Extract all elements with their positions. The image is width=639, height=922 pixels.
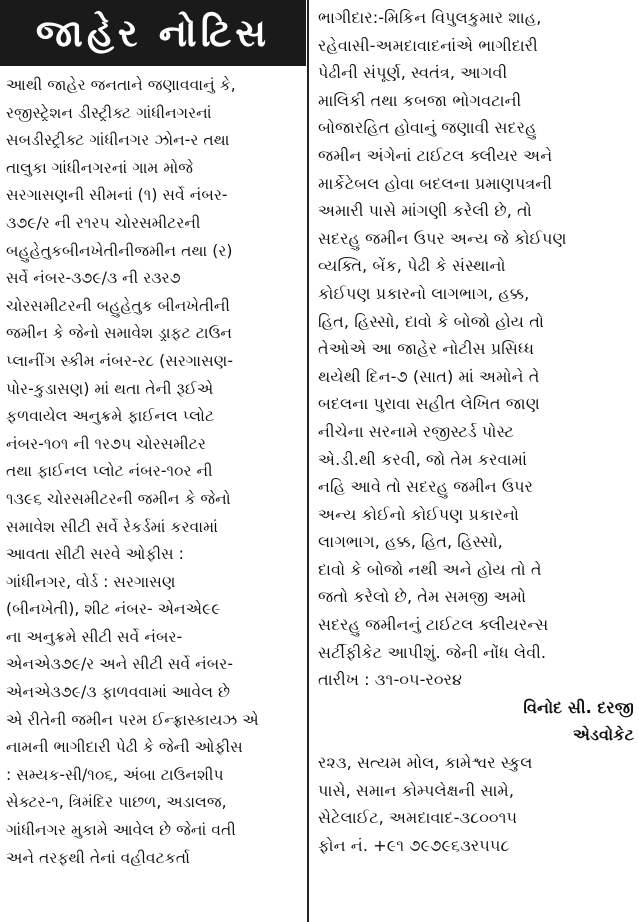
- left-line: આવતા સીટી સરવે ઓફીસ :: [6, 545, 184, 564]
- right-line: વ્યક્તિ, બેંક, પેઢી કે સંસ્થાનો: [318, 256, 506, 276]
- right-column: [318, 4, 634, 859]
- address-line: ફોન નં. +૯૧ ૭૯૭૯૬૩ર૫૫૮: [318, 835, 510, 855]
- left-line: પ્લાનીંગ સ્કીમ નંબર-ર૮ (સરગાસણ-: [6, 351, 233, 370]
- right-line: જતો કરેલો છે, તેમ સમજી અમો: [318, 587, 527, 607]
- right-line: તેઓએ આ જાહેર નોટીસ પ્રસિધ્ધ: [318, 339, 535, 359]
- left-line: નામની ભાગીદારી પેઢી કે જેની ઓફીસ: [6, 738, 243, 757]
- right-line: સદરહુ જમીનનું ટાઈટલ ક્લીયરન્સ: [318, 615, 549, 635]
- left-line: એ રીતેની જમીન પરમ ઈન્ફ્રાસ્કાયઝ એ: [6, 710, 259, 729]
- left-line: અને તરફથી તેનાં વહીવટકર્તા: [6, 848, 190, 867]
- left-line: સરગાસણની સીમનાં (૧) સર્વે નંબર-: [6, 186, 228, 205]
- left-line: ૧૩૯૬ ચોરસમીટરની જમીન કે જેનો: [6, 489, 231, 508]
- signatory-name: વિનોદ સી. દરજી: [523, 697, 634, 717]
- right-line: પેઢીની સંપૂર્ણ, સ્વતંત્ર, આગવી: [318, 63, 508, 83]
- right-line: લાગભાગ, હક્ક, હિત, હિસ્સો,: [318, 532, 503, 552]
- right-line: અમારી પાસે માંગણી કરેલી છે, તો: [318, 201, 532, 221]
- left-line: ફળવાયેલ અનુક્રમે ફાઈનલ પ્લોટ: [6, 407, 215, 426]
- right-line: બદલના પુરાવા સહીત લેખિત જાણ: [318, 394, 540, 414]
- right-line: માલિકી તથા કબજા ભોગવટાની: [318, 90, 522, 110]
- notice-date: તારીખ : ૩૧-૦૫-ર૦ર૪: [318, 670, 463, 690]
- left-line: ના અનુક્રમે સીટી સર્વે નંબર-: [6, 627, 183, 646]
- right-line: માર્કેટેબલ હોવા બદલના પ્રમાણપત્રની: [318, 173, 552, 193]
- left-line: ગાંધીનગર, વોર્ડ : સરગાસણ: [6, 572, 176, 591]
- right-line: એ.ડી.થી કરવી, જો તેમ કરવામાં: [318, 449, 527, 469]
- right-line: નહિ આવે તો સદરહુ જમીન ઉપર: [318, 477, 533, 497]
- left-line: તથા ફાઈનલ પ્લોટ નંબર-૧૦ર ની: [6, 462, 213, 481]
- address-line: સેટેલાઈટ, અમદાવાદ-૩૮૦૦૧૫: [318, 808, 518, 828]
- left-line: સેક્ટર-૧, ત્રિમંદિર પાછળ, અડાલજ,: [6, 793, 227, 812]
- left-line: જમીન કે જેનો સમાવેશ ડ્રાફટ ટાઉન: [6, 324, 232, 343]
- left-line: ચોરસમીટરની બહુહેતુક બીનખેતીની: [6, 296, 231, 315]
- signatory-title: એડવોકેટ: [573, 725, 634, 745]
- left-line: પોર-કુડાસણ) માં થતા તેની રૂઈએ: [6, 379, 214, 398]
- notice-title: જાહેર નોટિસ: [0, 0, 306, 66]
- left-line: ૩૭૯/ર ની ર૧ર૫ ચોરસમીટરની: [6, 213, 201, 232]
- right-line: બોજારહિત હોવાનું જણાવી સદરહુ: [318, 118, 537, 138]
- left-line: આથી જાહેર જનતાને જણાવવાનું કે,: [6, 76, 236, 94]
- right-line: સર્ટીફીકેટ આપીશું. જેની નોંધ લેવી.: [318, 642, 547, 662]
- right-line: થયેથી દિન-૭ (સાત) માં અમોને તે: [318, 366, 540, 386]
- left-line: સમાવેશ સીટી સર્વે રેકર્ડમાં કરવામાં: [6, 517, 218, 536]
- right-line: ભાગીદાર:-મિકિન વિપુલકુમાર શાહ,: [318, 8, 542, 27]
- left-body-text: [6, 72, 302, 872]
- right-line: દાવો કે બોજો નથી અને હોય તો તે: [318, 559, 542, 579]
- left-line: તાલુકા ગાંધીનગરનાં ગામ મોજે: [6, 158, 194, 177]
- left-line: એનએ૩૭૯/ર અને સીટી સર્વે નંબર-: [6, 655, 233, 674]
- right-line: હિત, હિસ્સો, દાવો કે બોજો હોય તો: [318, 311, 544, 331]
- address-line: ર૨૩, સત્યમ મોલ, કામેશ્વર સ્કુલ: [318, 753, 533, 773]
- right-line: અન્ય કોઈનો કોઈપણ પ્રકારનો: [318, 504, 519, 524]
- left-line: સબડીસ્ટ્રીક્ટ ગાંધીનગર ઝોન-ર તથા: [6, 131, 230, 150]
- left-line: એનએ૩૭૯/૩ ફાળવવામાં આવેલ છે: [6, 683, 231, 702]
- right-line: સદરહુ જમીન ઉપર અન્ય જે કોઈપણ: [318, 228, 567, 248]
- left-line: રજીસ્ટ્રેશન ડીસ્ટ્રીક્ટ ગાંધીનગરનાં: [6, 103, 212, 122]
- left-line: ગાંધીનગર મુકામે આવેલ છે જેનાં વતી: [6, 821, 236, 840]
- left-line: બહુહેતુકબીનખેતીનીજમીન તથા (ર): [6, 241, 233, 260]
- right-line: કોઈપણ પ્રકારનો લાગભાગ, હક્ક,: [318, 283, 530, 303]
- right-line: રહેવાસી-અમદાવાદનાંએ ભાગીદારી: [318, 35, 538, 55]
- left-line: નંબર-૧૦૧ ની ૧ર૭૫ ચોરસમીટર: [6, 434, 206, 453]
- address-line: પાસે, સમાન કોમ્પલેક્ષની સામે,: [318, 780, 515, 800]
- left-line: (બીનખેતી), શીટ નંબર- એનએ૯૯: [6, 600, 221, 619]
- right-line: જમીન અંગેનાં ટાઈટલ ક્લીયર અને: [318, 145, 553, 165]
- right-line: નીચેના સરનામે રજીસ્ટર્ડ પોસ્ટ: [318, 421, 514, 441]
- left-column: [0, 0, 309, 922]
- left-line: સર્વે નંબર-૩૭૯/૩ ની ર૩ર૭: [6, 269, 181, 288]
- left-line: : સમ્યક-સી/૧૦૬, અંબા ટાઉનશીપ: [6, 765, 224, 784]
